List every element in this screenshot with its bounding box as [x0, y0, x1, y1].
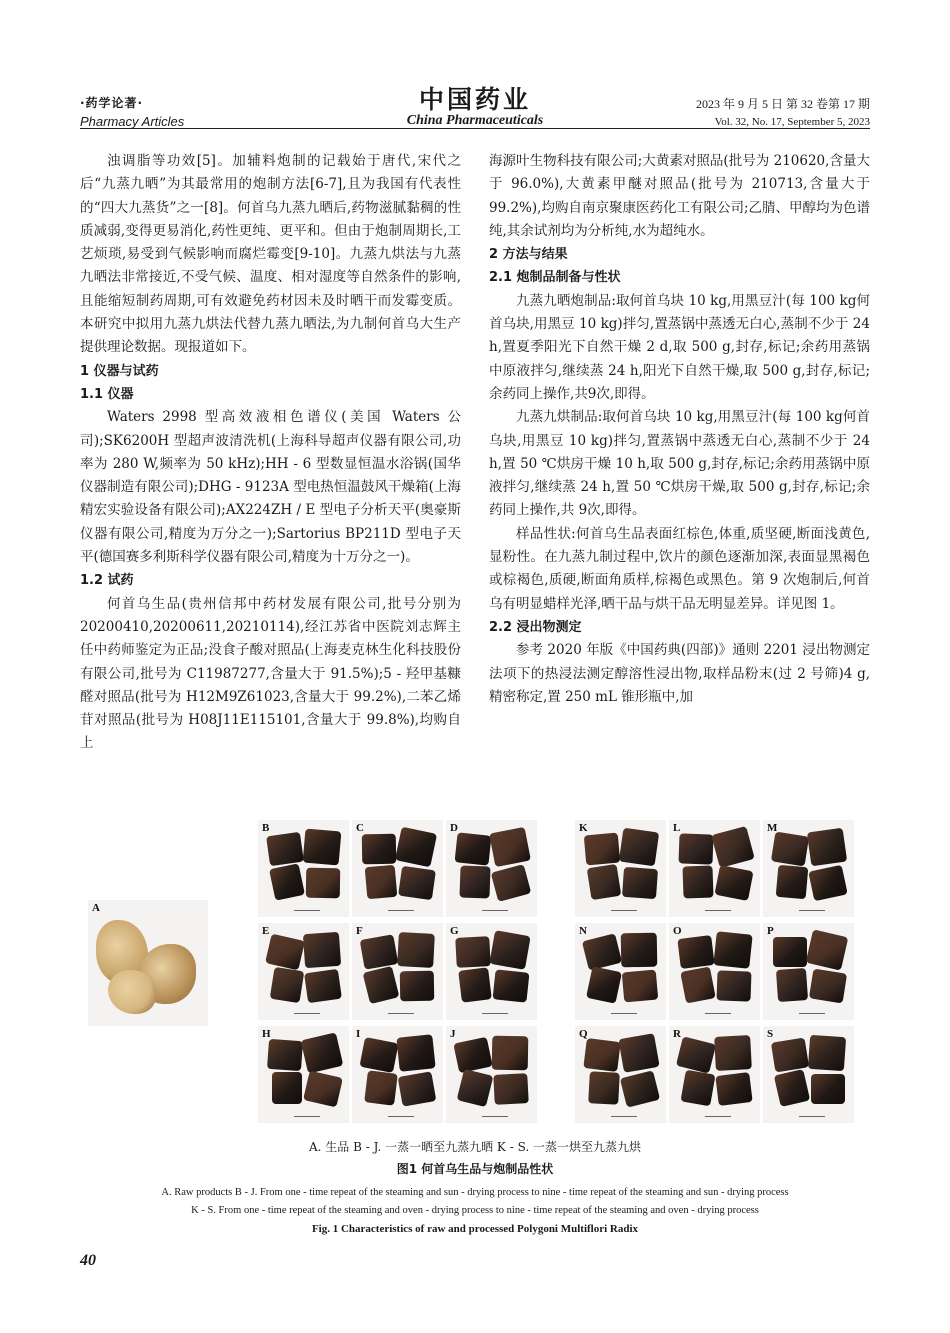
processed-piece-2 [492, 1036, 529, 1071]
processed-piece-3 [269, 863, 305, 901]
figure-panel-g [446, 923, 537, 1020]
processed-piece-1 [773, 937, 807, 967]
sun-drying-method-paragraph: 九蒸九晒炮制品:取何首乌块 10 kg,用黑豆汁(每 100 kg何首乌块,用黑豆 10 kg)拌匀,置蒸锅中蒸透无白心,蒸制不少于 24 h,置夏季阳光下自然干燥 2 d,取 500 g,封存,标记;余药用蒸锅中原液拌匀,继续蒸 24 h,阳光下自然干燥,取 500 g,封存,标记;余药同上操作,共9次,即得。 [489, 292, 870, 402]
figure-panel-q [575, 1026, 666, 1123]
section-heading-1: 1 仪器与试药 [80, 363, 159, 379]
processed-piece-3 [270, 967, 305, 1003]
panel-label: D [450, 822, 458, 834]
processed-piece-1 [676, 1036, 716, 1073]
scale-bar [294, 910, 320, 911]
processed-piece-1 [266, 832, 304, 866]
processed-piece-2 [806, 929, 849, 970]
processed-piece-1 [455, 936, 491, 968]
scale-bar [388, 1116, 414, 1117]
processed-piece-1 [362, 834, 397, 865]
figure-panel-c [352, 820, 443, 917]
processed-piece-3 [363, 966, 400, 1004]
figure-panel-h [258, 1026, 349, 1123]
processed-piece-2 [619, 828, 659, 867]
figure-panel-b [258, 820, 349, 917]
right-column [489, 150, 870, 709]
processed-piece-3 [774, 1069, 810, 1107]
figure-caption-en-sub-line1: A. Raw products B - J. From one - time repeat of the steaming and sun - drying process to nine - time repeat of the steaming and sun - drying process [161, 1187, 789, 1198]
extract-determination-paragraph: 参考 2020 年版《中国药典(四部)》通则 2201 浸出物测定法项下的热浸法测定醇溶性浸出物,取样品粉末(过 2 号筛)4 g,精密称定,置 250 mL 锥形瓶中,加 [489, 642, 870, 705]
panel-label: A [92, 902, 100, 914]
figure-caption-en-sub-line2: K - S. From one - time repeat of the steaming and oven - drying process to nine - time repeat of the steaming and oven - drying process [191, 1205, 759, 1216]
processed-piece-4 [303, 1071, 343, 1108]
processed-piece-4 [622, 867, 658, 899]
processed-piece-3 [776, 968, 808, 1002]
processed-piece-4 [715, 1072, 752, 1106]
journal-name-en: China Pharmaceuticals [406, 113, 544, 128]
subsection-heading-2-2: 2.2 浸出物测定 [489, 619, 582, 635]
processed-piece-4 [714, 865, 753, 901]
processed-piece-3 [776, 865, 809, 899]
subsection-heading-1-1: 1.1 仪器 [80, 386, 134, 402]
processed-piece-3 [459, 865, 490, 898]
processed-piece-1 [453, 1037, 492, 1073]
processed-piece-2 [303, 932, 341, 968]
panel-label: L [673, 822, 681, 834]
processed-piece-4 [622, 970, 658, 1003]
figure-panel-k [575, 820, 666, 917]
processed-piece-4 [808, 865, 847, 901]
scale-bar [611, 1116, 637, 1117]
panel-label: F [356, 925, 363, 937]
processed-piece-1 [265, 934, 305, 971]
processed-piece-4 [398, 1071, 437, 1106]
processed-piece-3 [586, 966, 622, 1004]
processed-piece-2 [711, 826, 755, 868]
panel-label: C [356, 822, 364, 834]
processed-piece-4 [811, 1074, 845, 1104]
scale-bar [705, 1116, 731, 1117]
processed-piece-4 [400, 971, 435, 1002]
processed-piece-3 [680, 966, 716, 1003]
section-label-cn: ·药学论著· [80, 96, 144, 110]
raw-piece-3 [108, 970, 156, 1014]
figure-panel-o [669, 923, 760, 1020]
issue-date-cn: 2023 年 9 月 5 日 第 32 卷第 17 期 [695, 97, 870, 111]
processed-piece-1 [584, 833, 620, 866]
processed-piece-1 [677, 935, 714, 969]
panel-label: I [356, 1028, 361, 1040]
figure-panel-p [763, 923, 854, 1020]
panel-label: G [450, 925, 459, 937]
section-label-en: Pharmacy Articles [80, 114, 185, 129]
scale-bar [611, 1013, 637, 1014]
scale-bar [611, 910, 637, 911]
scale-bar [294, 1013, 320, 1014]
processed-piece-2 [807, 828, 847, 867]
processed-piece-3 [364, 1070, 398, 1105]
figure-caption-cn-title: 图1 何首乌生品与炮制品性状 [396, 1162, 554, 1176]
figure-panel-m [763, 820, 854, 917]
scale-bar [482, 910, 508, 911]
processed-piece-2 [301, 1032, 344, 1073]
section-heading-2: 2 方法与结果 [489, 247, 568, 263]
processed-piece-2 [395, 827, 437, 868]
reagents-continued-paragraph: 海源叶生物科技有限公司;大黄素对照品(批号为 210620,含量大于 96.0%),大黄素甲醚对照品(批号为 210713,含量大于 99.2%),均购自南京聚康医药化工有限公司;乙腈、甲醇均为色谱纯,其余试剂均为分析纯,水为超纯水。 [489, 153, 870, 239]
subsection-heading-1-2: 1.2 试药 [80, 573, 134, 589]
panel-label: R [673, 1028, 681, 1040]
processed-piece-2 [489, 827, 531, 867]
scale-bar [705, 910, 731, 911]
processed-piece-3 [365, 865, 398, 899]
issue-volume-en: Vol. 32, No. 17, September 5, 2023 [714, 116, 870, 128]
figure-panel-s [763, 1026, 854, 1123]
header-rule [80, 128, 870, 129]
scale-bar [388, 1013, 414, 1014]
processed-piece-1 [455, 832, 492, 865]
processed-piece-2 [808, 1035, 846, 1071]
panel-label: S [767, 1028, 774, 1040]
intro-paragraph: 浊调脂等功效[5]。加辅料炮制的记载始于唐代,宋代之后“九蒸九晒”为其最常用的炮制方法[6-7],且为我国有代表性的“四大九蒸货”之一[8]。何首乌九蒸九晒后,药物滋腻黏稠的性质减弱,变得更易消化,药性更纯、更平和。但由于炮制周期长,工艺烦琐,易受到气候影响而腐烂霉变[9-10]。九蒸九烘法与九蒸九晒法非常接近,不受气候、温度、相对湿度等自然条件的影响,且能缩短制药周期,可有效避免药材因未及时晒干而发霉变质。本研究中拟用九蒸九烘法代替九蒸九晒法,为九制何首乌大生产提供理论数据。现报道如下。 [80, 153, 461, 356]
panel-label: B [262, 822, 270, 834]
processed-piece-4 [491, 864, 532, 902]
panel-label: N [579, 925, 587, 937]
panel-label: J [450, 1028, 456, 1040]
processed-piece-2 [714, 1035, 752, 1071]
panel-label: M [767, 822, 778, 834]
running-header-section [80, 94, 184, 129]
figure-panel-f [352, 923, 443, 1020]
panel-label: O [673, 925, 682, 937]
processed-piece-3 [588, 1071, 620, 1105]
scale-bar [799, 910, 825, 911]
figure-panel-a [88, 900, 208, 1026]
issue-info [696, 95, 870, 128]
processed-piece-2 [621, 933, 658, 968]
processed-piece-3 [272, 1072, 302, 1104]
scale-bar [388, 910, 414, 911]
figure-panel-n [575, 923, 666, 1020]
page-number: 40 [80, 1252, 96, 1269]
figure-caption-cn-sub: A. 生品 B - J. 一蒸一晒至九蒸九晒 K - S. 一蒸一烘至九蒸九烘 [308, 1140, 641, 1154]
figure-1-photo-grid [88, 816, 862, 1132]
processed-piece-1 [771, 1038, 809, 1073]
processed-piece-4 [493, 1073, 529, 1105]
figure-panel-j [446, 1026, 537, 1123]
panel-label: Q [579, 1028, 588, 1040]
processed-piece-1 [359, 1037, 398, 1073]
processed-piece-4 [809, 969, 847, 1004]
instruments-paragraph: Waters 2998 型高效液相色谱仪(美国 Waters 公司);SK6200H 型超声波清洗机(上海科导超声仪器有限公司,功率为 280 W,频率为 50 kHz);HH - 6 型数显恒温水浴锅(国华仪器制造有限公司);DHG - 9123A 型电热恒温鼓风干燥箱(上海精宏实验设备有限公司);AX224ZH / E 型电子分析天平(奥豪斯仪器有限公司,精度为万分之一);Sartorius BP211D 型电子天平(德国赛多利斯科学仪器有限公司,精度为十万分之一)。 [80, 409, 461, 566]
figure-caption-en-sub [80, 1184, 870, 1220]
processed-piece-4 [306, 868, 341, 899]
processed-piece-3 [587, 864, 622, 900]
figure-caption-en-title: Fig. 1 Characteristics of raw and processed Polygoni Multiflori Radix [311, 1223, 639, 1235]
processed-piece-1 [583, 1038, 620, 1072]
processed-piece-1 [360, 934, 399, 969]
figure-panel-e [258, 923, 349, 1020]
processed-piece-3 [680, 1070, 715, 1107]
processed-piece-2 [713, 931, 752, 969]
processed-piece-1 [771, 832, 809, 867]
scale-bar [294, 1116, 320, 1117]
scale-bar [482, 1013, 508, 1014]
figure-panel-d [446, 820, 537, 917]
figure-panel-r [669, 1026, 760, 1123]
panel-label: E [262, 925, 270, 937]
processed-piece-4 [716, 970, 751, 1001]
subsection-heading-2-1: 2.1 炮制品制备与性状 [489, 270, 621, 286]
processed-piece-2 [489, 930, 530, 970]
processed-piece-2 [618, 1033, 659, 1073]
processed-piece-4 [398, 866, 436, 900]
processed-piece-2 [396, 1034, 435, 1072]
journal-masthead [340, 86, 610, 129]
panel-label: P [767, 925, 774, 937]
scale-bar [482, 1116, 508, 1117]
reagents-paragraph: 何首乌生品(贵州信邦中药材发展有限公司,批号分别为 20200410,20200611,20210114),经江苏省中医院刘志辉主任中药师鉴定为正品;没食子酸对照品(上海麦克林生化科技股份有限公司,批号为 C11987277,含量大于 91.5%);5 - 羟甲基糠醛对照品(批号为 H12M9Z61023,含量大于 99.2%),二苯乙烯苷对照品(批号为 H08J11E115101,含量大于 99.8%),均购自上 [80, 595, 461, 752]
scale-bar [799, 1013, 825, 1014]
processed-piece-4 [620, 1070, 660, 1107]
left-column [80, 150, 461, 756]
panel-label: H [262, 1028, 271, 1040]
processed-piece-1 [267, 1039, 303, 1071]
processed-piece-1 [678, 833, 713, 864]
panel-label: K [579, 822, 588, 834]
figure-panel-l [669, 820, 760, 917]
figure-panel-i [352, 1026, 443, 1123]
processed-piece-3 [458, 967, 492, 1002]
scale-bar [705, 1013, 731, 1014]
processed-piece-2 [303, 828, 342, 865]
processed-piece-1 [582, 933, 622, 970]
processed-piece-3 [682, 865, 713, 898]
journal-logo-cn: 中国药业 [418, 85, 531, 114]
sample-characteristics-paragraph: 样品性状:何首乌生品表面红棕色,体重,质坚硬,断面浅黄色,显粉性。在九蒸九制过程中,饮片的颜色逐渐加深,表面显黑褐色或棕褐色,质硬,断面角质样,棕褐色或黑色。第 9 次炮制后,何首乌有明显蜡样光泽,晒干品与烘干品无明显差异。详见图 1。 [489, 525, 870, 612]
oven-drying-method-paragraph: 九蒸九烘制品:取何首乌块 10 kg,用黑豆汁(每 100 kg何首乌块,用黑豆 10 kg)拌匀,置蒸锅中蒸透无白心,蒸制不少于 24 h,置 50 ℃烘房干燥 10 h,取 500 g,封存,标记;余药用蒸锅中原液拌匀,继续蒸 24 h,置 50 ℃烘房干燥,取 500 g,封存,标记;余药同上操作,共 9次,即得。 [489, 409, 870, 519]
processed-piece-4 [304, 969, 342, 1003]
processed-piece-4 [493, 969, 530, 1002]
scale-bar [799, 1116, 825, 1117]
processed-piece-3 [457, 1069, 494, 1107]
processed-piece-2 [397, 932, 435, 968]
